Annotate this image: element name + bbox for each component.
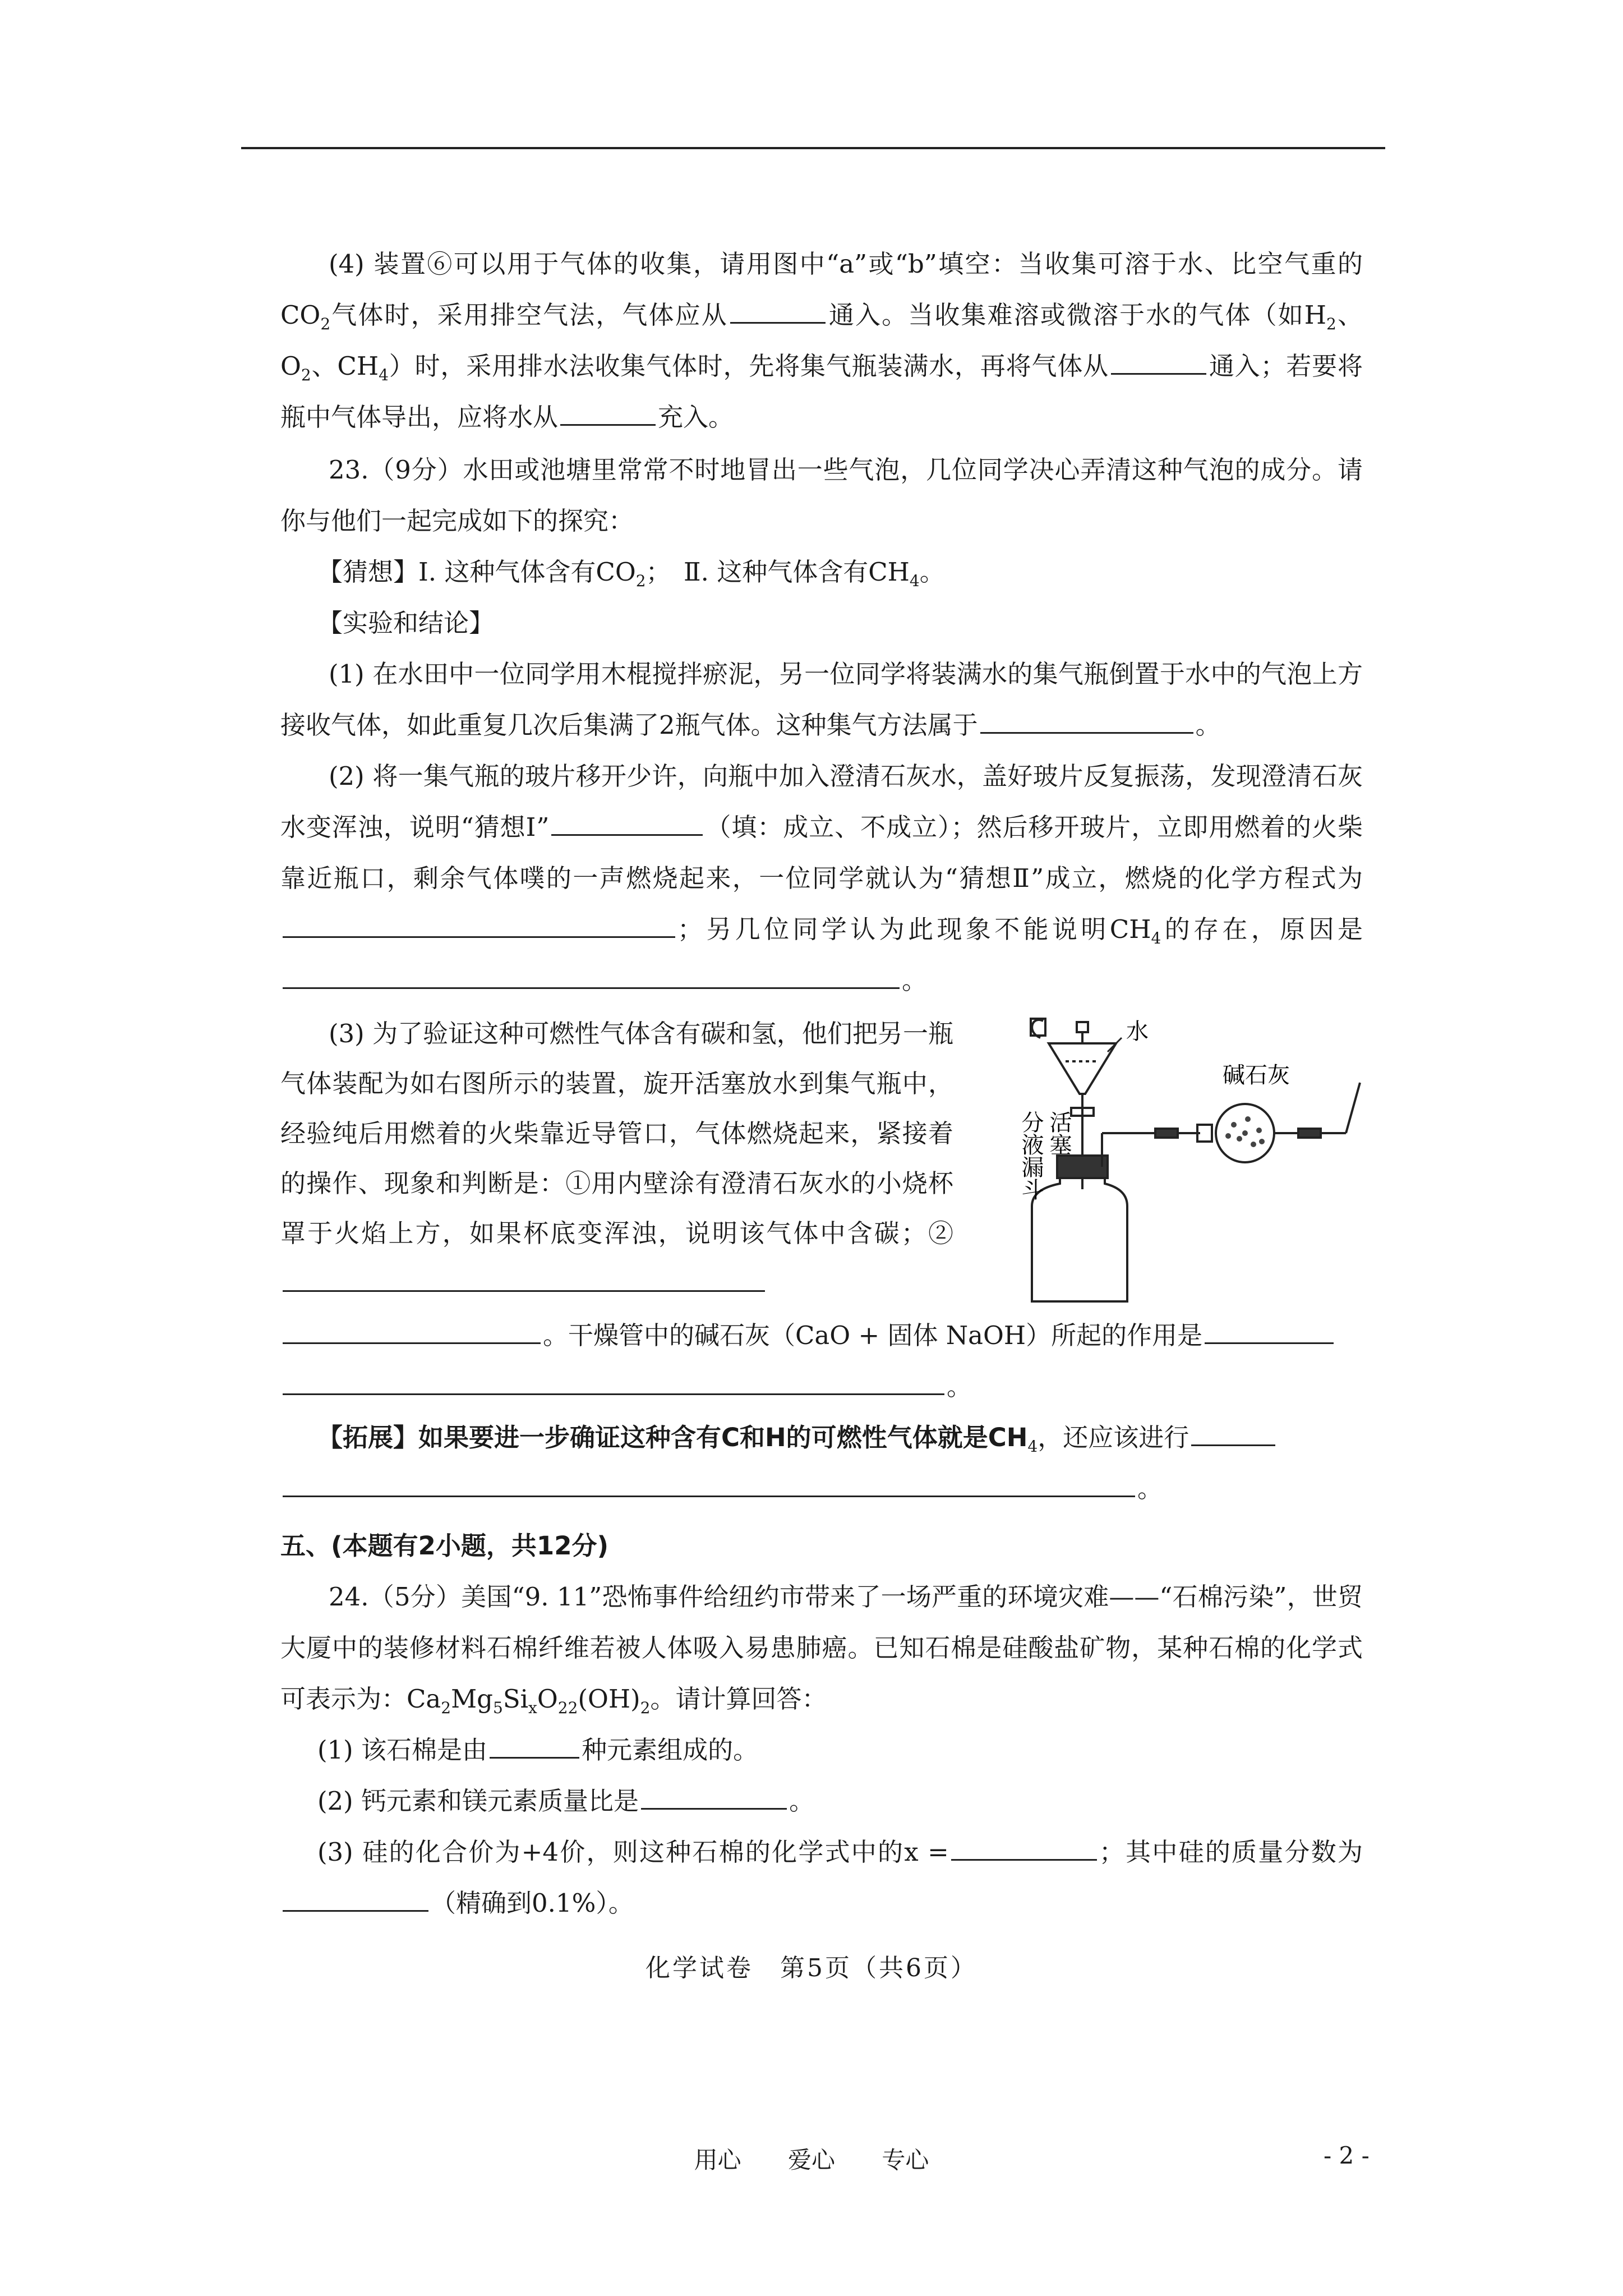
blank-mass-ratio[interactable] xyxy=(641,1783,787,1810)
q23-part-3: (3) 为了验证这种可燃性气体含有碳和氢，他们把另一瓶气体装配为如右图所示的装置，旋开活塞放水到集气瓶中，经验纯后用燃着的火柴靠近导管口，气体燃烧起来，紧接着的操作、现象和判断是：①用内壁涂有澄清石灰水的小烧杯罩于火焰上方，如果杯底变浑浊，说明该气体中含碳；② xyxy=(280,1009,953,1308)
motto-right: 专心 xyxy=(882,2146,929,2174)
section-5-heading: 五、(本题有2小题，共12分) xyxy=(280,1531,609,1561)
top-rule xyxy=(241,147,1385,149)
q24-part-2: (2) 钙元素和镁元素质量比是 。 xyxy=(280,1775,1363,1826)
q24-part-3: (3) 硅的化合价为+4价，则这种石棉的化学式中的x = ；其中硅的质量分数为（精确到0.1%）。 xyxy=(280,1826,1363,1929)
blank-extension[interactable] xyxy=(1191,1420,1275,1446)
q23-part-2: (2) 将一集气瓶的玻片移开少许，向瓶中加入澄清石灰水，盖好玻片反复振荡，发现澄清石灰水变浑浊，说明“猜想Ⅰ” （填：成立、不成立）；然后移开玻片，立即用燃着的火柴靠近瓶口，剩余气体噗的一声燃烧起来，一位同学就认为“猜想Ⅱ”成立，燃烧的化学方程式为；另几位同学认为此现象不能说明$CH_4$的存在，原因是。 xyxy=(280,761,1363,995)
blank-element-count[interactable] xyxy=(490,1732,579,1759)
blank-guess1-result[interactable] xyxy=(551,809,703,836)
blank-extension-cont[interactable] xyxy=(283,1471,1135,1497)
blank-water-method-inlet[interactable] xyxy=(1111,348,1206,375)
label-water: 水 xyxy=(1126,1019,1149,1045)
q22-4-text: (4) 装置⑥可以用于气体的收集，请用图中“a”或“b”填空：当收集可溶于水、比空气重的$CO_2$气体时，采用排空气法，气体应从 通入。当收集难溶或微溶于水的气体（如$H_2$、$O_2$、$CH_4$）时，采用排水法收集气体时，先将集气瓶装满水，再将气体从 通入；若要将瓶中气体导出，应将水从 充入。 xyxy=(280,249,1363,432)
question-23 xyxy=(280,444,1363,1006)
q24-intro: 24.（5分）美国“9. 11”恐怖事件给纽约市带来了一场严重的环境灾难——“石棉污染”，世贸大厦中的装修材料石棉纤维若被人体吸入易患肺癌。已知石棉是硅酸盐矿物，某种石棉的化学式可表示为：$Ca_2Mg_5Si_xO_{22}(OH)_2$。请计算回答： xyxy=(280,1582,1363,1717)
q23-extension: 【拓展】如果要进一步确证这种含有C和H的可燃性气体就是$CH_4$，还应该进行 xyxy=(280,1412,1363,1463)
blank-hydrogen-test-cont[interactable] xyxy=(283,1318,541,1344)
blank-reason[interactable] xyxy=(283,963,900,989)
q23-part-1: (1) 在水田中一位同学用木棍搅拌瘀泥，另一位同学将装满水的集气瓶倒置于水中的气泡上方接收气体，如此重复几次后集满了2瓶气体。这种集气方法属于 。 xyxy=(280,659,1363,740)
section-5 xyxy=(280,1520,1363,1929)
motto-mid: 爱心 xyxy=(787,2146,835,2174)
blank-combustion-equation[interactable] xyxy=(283,912,675,938)
blank-soda-lime-role[interactable] xyxy=(1205,1318,1334,1344)
q23-intro: 23.（9分）水田或池塘里常常不时地冒出一些气泡，几位同学决心弄清这种气泡的成分。请你与他们一起完成如下的探究： xyxy=(280,455,1363,536)
q23-guess: 【猜想】Ⅰ. 这种气体含有$CO_2$； Ⅱ. 这种气体含有$CH_4$。 xyxy=(317,557,945,590)
q23-exp-heading: 【实验和结论】 xyxy=(317,608,495,638)
blank-hydrogen-test[interactable] xyxy=(283,1266,765,1292)
drying-tube-icon xyxy=(1155,1083,1360,1162)
page-number: - 2 - xyxy=(1324,2142,1370,2169)
blank-x-value[interactable] xyxy=(951,1834,1097,1861)
blank-gas-inlet[interactable] xyxy=(730,297,826,324)
question-22-part-4 xyxy=(280,238,1363,443)
q23-continuation: 。干燥管中的碱石灰（CaO + 固体 NaOH）所起的作用是 。 【拓展】如果要进一步确证这种含有C和H的可燃性气体就是$CH_4$，还应该进行 。 xyxy=(280,1310,1363,1514)
blank-collection-method[interactable] xyxy=(980,707,1193,734)
motto-left: 用心 xyxy=(694,2146,741,2174)
gas-bottle-icon xyxy=(1032,1133,1172,1301)
apparatus-figure xyxy=(987,999,1368,1313)
blank-soda-lime-role-cont[interactable] xyxy=(283,1369,944,1395)
label-soda-lime: 碱石灰 xyxy=(1223,1062,1290,1088)
bottom-motto xyxy=(0,2142,1623,2175)
q24-part-1: (1) 该石棉是由 种元素组成的。 xyxy=(280,1724,1363,1775)
water-pointer xyxy=(1108,1038,1122,1052)
label-funnel: 分液漏斗 xyxy=(1018,1111,1044,1200)
blank-silicon-fraction[interactable] xyxy=(283,1885,428,1912)
blank-water-inlet[interactable] xyxy=(560,399,656,426)
page-footer: 化学试卷 第5页（共6页） xyxy=(645,1954,978,1982)
label-stopcock: 活塞 xyxy=(1046,1111,1072,1156)
